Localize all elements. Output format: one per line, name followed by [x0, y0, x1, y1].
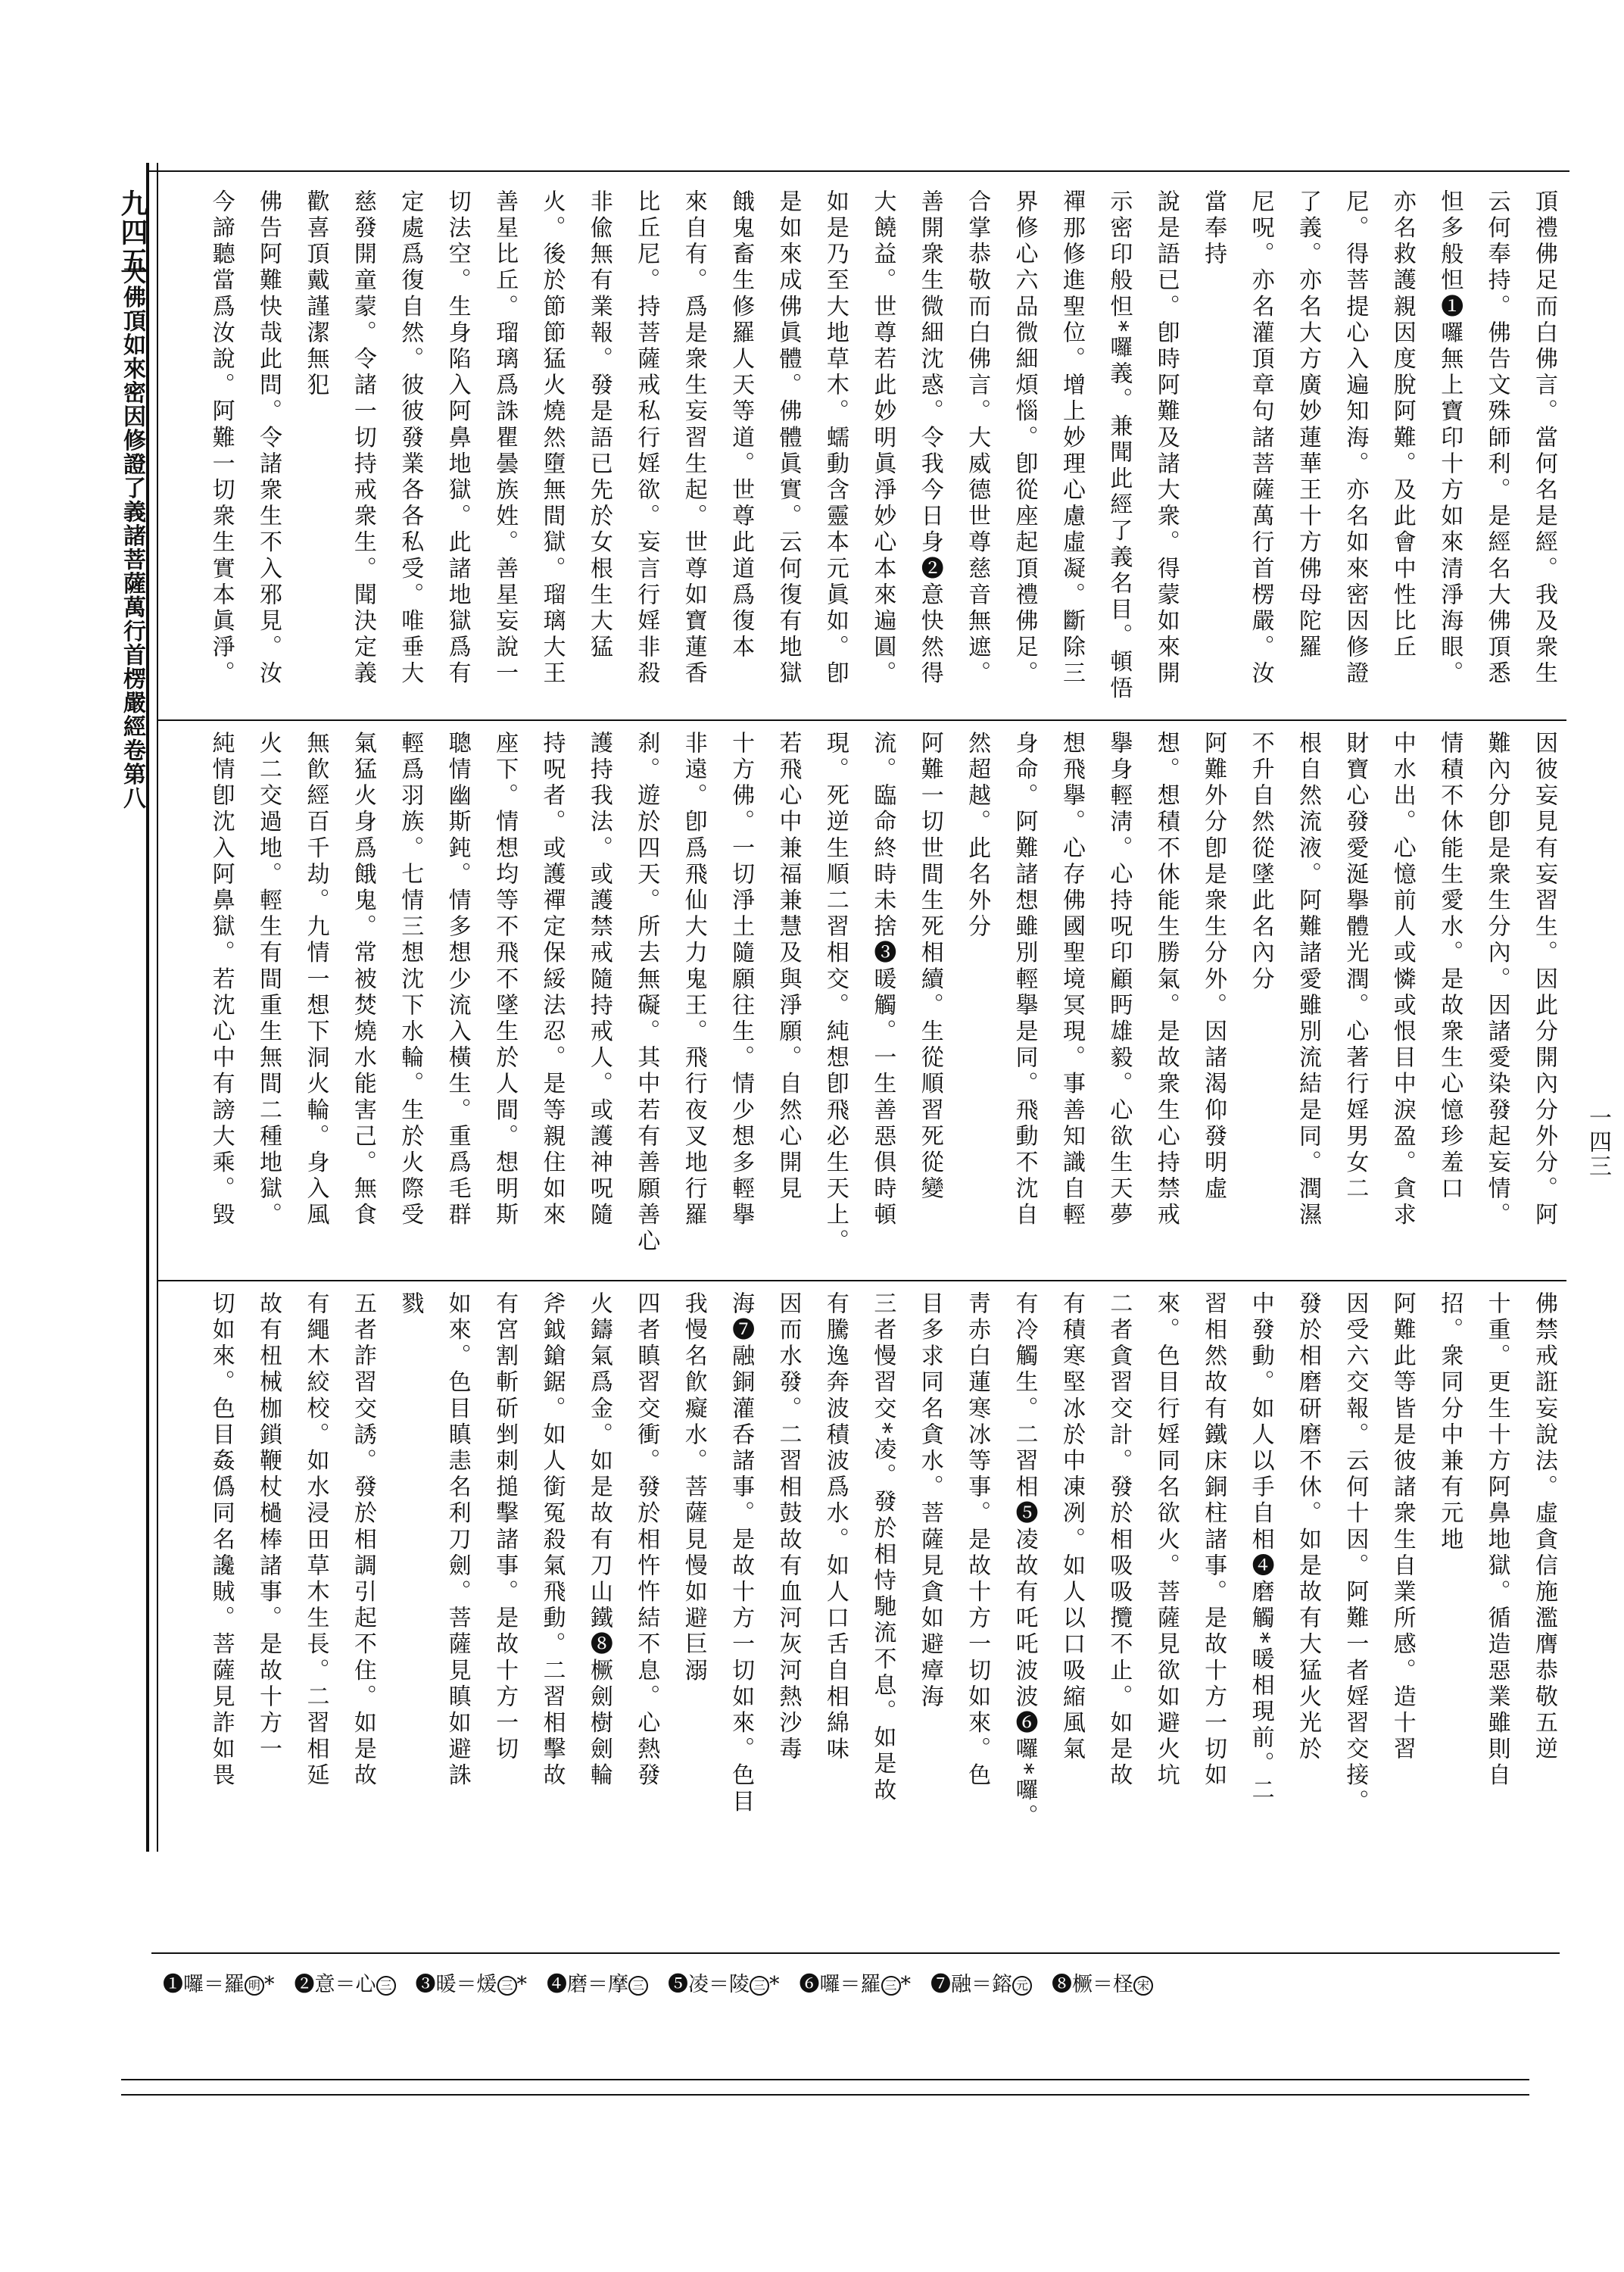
text-column: 故有杻械枷鎖鞭杖檛棒諸事。是故十方一: [255, 1291, 282, 1763]
footnote: [416, 1973, 528, 1996]
text-column: 善開衆生微細沈惑。令我今日身❷意快然得: [916, 189, 943, 688]
text-column: 善星比丘。瑠璃爲誅瞿曇族姓。善星妄說一: [491, 189, 519, 688]
text-column: 根自然流液。阿難諸愛雖別流結是同。潤濕: [1294, 731, 1321, 1229]
text-column: 氣猛火身爲餓鬼。常被焚燒水能害己。無食: [349, 731, 376, 1229]
text-column: 云何奉持。佛告文殊師利。是經名大佛頂悉: [1483, 189, 1510, 688]
text-column: 了義。亦名大方廣妙蓮華王十方佛母陀羅: [1294, 189, 1321, 661]
text-column: 目多求同名貪水。菩薩見貪如避瘴海: [916, 1291, 943, 1711]
text-column: 護持我法。或護禁戒隨持戒人。或護神呪隨: [585, 731, 613, 1229]
text-column: 餓鬼畜生修羅人天等道。世尊此道爲復本: [728, 189, 755, 661]
footnote-text: ❸暖＝煖: [415, 1973, 497, 1996]
text-column: 因彼妄見有妄習生。因此分開內分外分。阿: [1531, 731, 1557, 1229]
text-column: 佛告阿難快哉此問。令諸衆生不入邪見。汝: [255, 189, 282, 688]
footnote-asterisk: *: [769, 1973, 780, 1996]
text-column: 因而水發。二習相鼓故有血河灰河熱沙毒: [775, 1291, 802, 1763]
text-column: 有繩木絞校。如水浸田草木生長。二習相延: [302, 1291, 329, 1790]
edition-mark: 明: [245, 1976, 264, 1996]
text-column: 尼呪。亦名灌頂章句諸菩薩萬行首楞嚴。汝: [1247, 189, 1274, 688]
edition-mark: 宋: [1133, 1976, 1153, 1996]
text-column: 情積不休能生愛水。是故衆生心憶珍羞口: [1436, 731, 1463, 1203]
footnote: [547, 1973, 648, 1996]
bottom-rule-2: [121, 2094, 1529, 2096]
footnote: [1052, 1973, 1153, 1996]
text-column: 示密印般怛*囉義。兼聞此經了義名目。頓悟: [1105, 189, 1133, 702]
text-column: 有冷觸生。二習相❺凌故有吒吒波波❻囉*囉。: [1011, 1291, 1038, 1830]
text-column: 發於相磨研磨不休。如是故有大猛火光於: [1294, 1291, 1321, 1763]
text-column: 座下。情想均等不飛不墜生於人間。想明斯: [491, 731, 519, 1229]
edition-mark: 三: [628, 1976, 648, 1996]
text-column: 十重。更生十方阿鼻地獄。循造惡業雖則自: [1483, 1291, 1510, 1790]
text-column: 流。臨命終時未捨❸暖觸。一生善惡俱時頓: [869, 731, 896, 1229]
text-column: 佛禁戒誑妄說法。虛貪信施濫膺恭敬五逆: [1531, 1291, 1557, 1763]
text-column: 如是乃至大地草木。蠕動含靈本元眞如。卽: [821, 189, 849, 688]
text-register-bottom: [182, 1291, 1567, 1830]
text-column: 若飛心中兼福兼慧及與淨願。自然心開見: [775, 731, 802, 1203]
text-column: 阿難一切世間生死相續。生從順習死從變: [916, 731, 943, 1203]
text-column: 不升自然從墜此名內分: [1247, 731, 1274, 993]
edition-mark: 三: [376, 1976, 396, 1996]
text-column: 定處爲復自然。彼彼發業各各私受。唯垂大: [397, 189, 424, 688]
text-column: 然超越。此名外分: [964, 731, 991, 941]
text-column: 十方佛。一切淨土隨願往生。情少想多輕擧: [728, 731, 755, 1229]
text-column: 禪那修進聖位。增上妙理心慮虛凝。斷除三: [1058, 189, 1085, 688]
text-column: 現。死逆生順二習相交。純想卽飛必生天上。: [821, 731, 849, 1255]
text-column: 界修心六品微細煩惱。卽從座起頂禮佛足。: [1011, 189, 1038, 688]
text-column: 無飮經百千劫。九情一想下洞火輪。身入風: [302, 731, 329, 1229]
footnote: [930, 1973, 1032, 1996]
register-divider-1: [158, 719, 1566, 721]
text-column: 因受六交報。云何十因。阿難一者婬習交接。: [1342, 1291, 1369, 1815]
text-column: 聰情幽斯鈍。情多想少流入橫生。重爲毛群: [444, 731, 471, 1229]
footnote-text: ❻囉＝羅: [799, 1973, 881, 1996]
top-border: [146, 170, 1569, 172]
text-column: 想。想積不休能生勝氣。是故衆生心持禁戒: [1152, 731, 1180, 1229]
text-column: 三者慢習交*凌。發於相恃馳流不息。如是故: [869, 1291, 896, 1804]
text-column: 慈發開童蒙。令諸一切持戒衆生。聞決定義: [349, 189, 376, 688]
footnote-asterisk: *: [900, 1973, 911, 1996]
text-column: 今諦聽當爲汝說。阿難一切衆生實本眞淨。: [207, 189, 235, 688]
footnote: [163, 1973, 275, 1996]
text-column: 擧身輕淸。心持呪印顧眄雄毅。心欲生天夢: [1105, 731, 1133, 1229]
edition-mark: 三: [881, 1976, 901, 1996]
register-divider-2: [158, 1280, 1566, 1281]
text-column: 戮: [397, 1291, 424, 1318]
text-column: 中發動。如人以手自相❹磨觸*暖相現前。二: [1247, 1291, 1274, 1804]
page-number: 九四五: [117, 189, 148, 276]
text-column: 財寶心發愛涎擧體光潤。心著行婬男女二: [1342, 731, 1369, 1203]
text-column: 頂禮佛足而白佛言。當何名是經。我及衆生: [1531, 189, 1557, 688]
footnote-rule: [151, 1952, 1560, 1954]
text-column: 二者貪習交計。發於相吸吸攬不止。如是故: [1105, 1291, 1133, 1790]
text-column: 歡喜頂戴謹潔無犯: [302, 189, 329, 399]
volume-title: 大佛頂如來密因修證了義諸菩薩萬行首楞嚴經卷第八: [119, 261, 145, 810]
text-column: 阿難此等皆是彼諸衆生自業所感。造十習: [1389, 1291, 1416, 1763]
text-column: 習相然故有鐵床銅柱諸事。是故十方一切如: [1200, 1291, 1227, 1790]
edition-mark: 三: [497, 1976, 517, 1996]
left-border-inner: [157, 163, 158, 1852]
text-column: 是如來成佛眞體。佛體眞實。云何復有地獄: [775, 189, 802, 688]
text-column: 身命。阿難諸想雖別輕擧是同。飛動不沈自: [1011, 731, 1038, 1229]
right-margin-number: 一四三: [1585, 1106, 1611, 1178]
text-column: 合掌恭敬而白佛言。大威德世尊慈音無遮。: [964, 189, 991, 688]
text-column: 火。後於節節猛火燒然墮無間獄。瑠璃大王: [538, 189, 566, 688]
footnote-text: ❺凌＝陵: [668, 1973, 750, 1996]
footnote-text: ❹磨＝摩: [547, 1973, 628, 1996]
footnote: [800, 1973, 912, 1996]
text-column: 尼。得菩提心入遍知海。亦名如來密因修證: [1342, 189, 1369, 688]
text-column: 海❼融銅灌呑諸事。是故十方一切如來。色目: [728, 1291, 755, 1815]
text-column: 來自有。爲是衆生妄習生起。世尊如寶蓮香: [680, 189, 707, 688]
text-column: 輕爲羽族。七情三想沈下水輪。生於火際受: [397, 731, 424, 1229]
edition-mark: 元: [1012, 1976, 1032, 1996]
text-column: 想飛擧。心存佛國聖境冥現。事善知識自輕: [1058, 731, 1085, 1229]
text-column: 我慢名飮癡水。菩薩見慢如避巨溺: [680, 1291, 707, 1684]
text-register-top: [182, 189, 1567, 719]
text-column: 招。衆同分中兼有元地: [1436, 1291, 1463, 1553]
text-column: 有騰逸奔波積波爲水。如人口舌自相綿味: [821, 1291, 849, 1763]
text-column: 火鑄氣爲金。如是故有刀山鐵❽橛劍樹劍輪: [585, 1291, 613, 1790]
text-column: 斧鉞鎗鋸。如人銜冤殺氣飛動。二習相擊故: [538, 1291, 566, 1790]
text-column: 難內分卽是衆生分內。因諸愛染發起妄情。: [1483, 731, 1510, 1229]
text-column: 五者詐習交誘。發於相調引起不住。如是故: [349, 1291, 376, 1790]
text-column: 比丘尼。持菩薩戒私行婬欲。妄言行婬非殺: [633, 189, 660, 688]
text-column: 四者瞋習交衝。發於相忤忤結不息。心熱發: [633, 1291, 660, 1790]
text-column: 怛多般怛❶囉無上寶印十方如來清淨海眼。: [1436, 189, 1463, 688]
text-column: 切如來。色目姦僞同名讒賊。菩薩見詐如畏: [207, 1291, 235, 1790]
text-column: 刹。遊於四天。所去無礙。其中若有善願善心: [633, 731, 660, 1255]
footnote: [668, 1973, 780, 1996]
footnote-asterisk: *: [516, 1973, 527, 1996]
text-column: 切法空。生身陷入阿鼻地獄。此諸地獄爲有: [444, 189, 471, 688]
text-column: 中水出。心憶前人或憐或恨目中淚盈。貪求: [1389, 731, 1416, 1229]
footnote-text: ❼融＝鎔: [930, 1973, 1012, 1996]
footnote-text: ❶囉＝羅: [163, 1973, 245, 1996]
footnote-text: ❽橛＝柽: [1052, 1973, 1133, 1996]
text-column: 火二交過地。輕生有間重生無間二種地獄。: [255, 731, 282, 1229]
text-column: 大饒益。世尊若此妙明眞淨妙心本來遍圓。: [869, 189, 896, 688]
text-column: 持呪者。或護禪定保綏法忍。是等親住如來: [538, 731, 566, 1229]
bottom-rule-1: [121, 2079, 1529, 2080]
text-column: 如來。色目瞋恚名利刀劍。菩薩見瞋如避誅: [444, 1291, 471, 1790]
text-column: 說是語已。卽時阿難及諸大衆。得蒙如來開: [1152, 189, 1180, 688]
text-column: 非遠。卽爲飛仙大力鬼王。飛行夜叉地行羅: [680, 731, 707, 1229]
text-column: 當奉持: [1200, 189, 1227, 268]
text-register-middle: [182, 731, 1567, 1261]
text-column: 阿難外分卽是衆生分外。因諸渴仰發明虛: [1200, 731, 1227, 1203]
text-column: 純情卽沈入阿鼻獄。若沈心中有謗大乘。毀: [207, 731, 235, 1229]
text-column: 有積寒堅冰於中凍冽。如人以口吸縮風氣: [1058, 1291, 1085, 1763]
footnote-text: ❷意＝心: [294, 1973, 376, 1996]
text-column: 亦名救護親因度脫阿難。及此會中性比丘: [1389, 189, 1416, 661]
footnote-asterisk: *: [264, 1973, 275, 1996]
footnotes: [163, 1968, 1173, 1997]
text-column: 非偸無有業報。發是語已先於女根生大猛: [585, 189, 613, 661]
text-column: 來。色目行婬同名欲火。菩薩見欲如避火坑: [1152, 1291, 1180, 1790]
text-column: 有宮割斬斫剉刺搥擊諸事。是故十方一切: [491, 1291, 519, 1763]
text-column: 靑赤白蓮寒冰等事。是故十方一切如來。色: [964, 1291, 991, 1790]
footnote: [295, 1973, 396, 1996]
edition-mark: 三: [750, 1976, 769, 1996]
